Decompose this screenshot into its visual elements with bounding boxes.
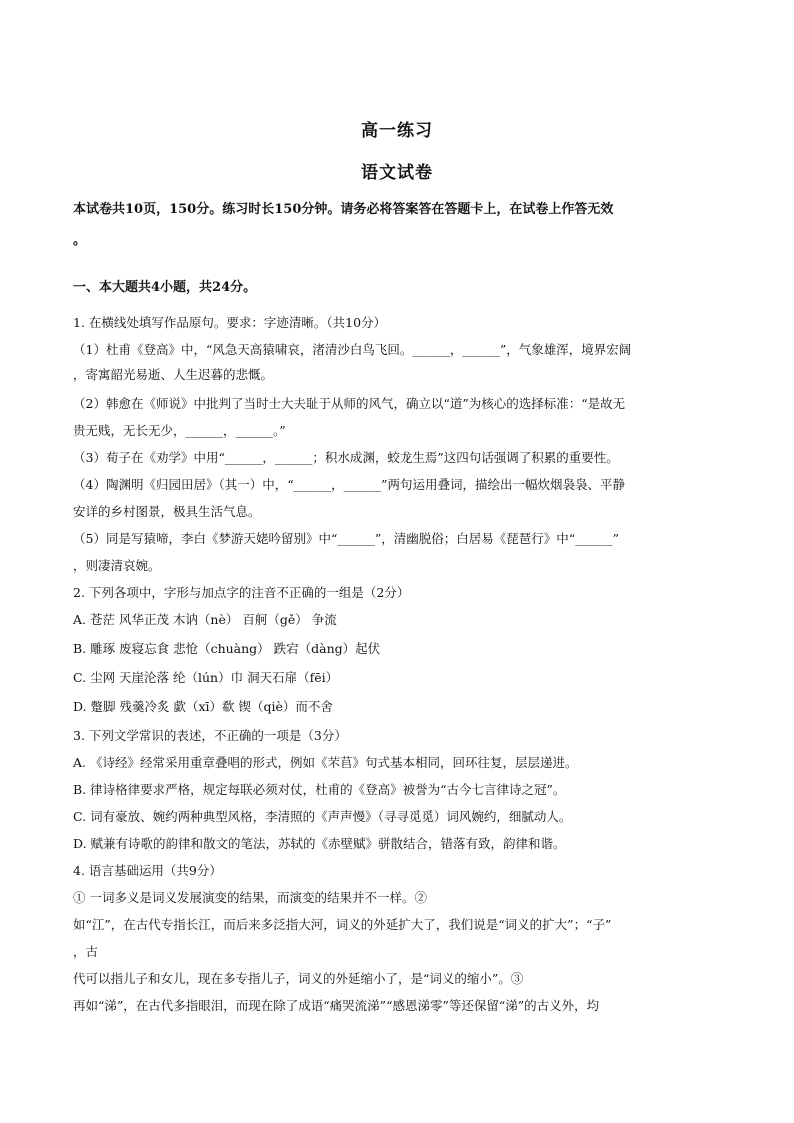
q4-stem: 4. 语言基础运用（共9分） <box>73 863 222 878</box>
q2-option-b: B. 雕琢 废寝忘食 悲怆（chuàng） 跌宕（dàng）起伏 <box>73 641 381 656</box>
q2-option-a: A. 苍茫 风华正茂 木讷（nè） 百舸（gě） 争流 <box>73 612 337 627</box>
q1-part4-line2: 安详的乡村图景，极具生活气息。 <box>73 504 261 519</box>
q2-option-d: D. 蹩脚 残羹冷炙 歔（xī）欷 锲（qiè）而不舍 <box>73 699 333 714</box>
q3-option-a: A. 《诗经》经常采用重章叠唱的形式，例如《芣苢》句式基本相同，回环往复，层层递进。 <box>73 755 578 770</box>
q2-stem: 2. 下列各项中，字形与加点字的注音不正确的一组是（2分） <box>73 585 410 600</box>
q4-line-4: 代可以指儿子和女儿，现在多专指儿子，词义的外延缩小了，是“词义的缩小”。③ <box>73 971 524 986</box>
q3-option-c: C. 词有豪放、婉约两种典型风格，李清照的《声声慢》（寻寻觅觅）词风婉约，细腻动人。 <box>73 809 572 824</box>
q3-option-b: B. 律诗格律要求严格，规定每联必须对仗，杜甫的《登高》被誉为“古今七言律诗之冠”。 <box>73 782 566 797</box>
q1-part3: （3）荀子在《劝学》中用“______，______；积水成渊，蛟龙生焉”这四句话强调了积累的重要性。 <box>73 450 619 465</box>
q1-part2-line2: 贵无贱，无长无少，______，______。” <box>73 423 286 438</box>
q1-part4-line1: （4）陶渊明《归园田居》（其一）中，“______，______”两句运用叠词，描绘出一幅炊烟袅袅、平静 <box>73 477 625 492</box>
q1-stem: 1. 在横线处填写作品原句。要求：字迹清晰。（共10分） <box>73 315 387 330</box>
q4-line-2: 如“江”，在古代专指长江，而后来多泛指大河，词义的外延扩大了，我们说是“词义的扩大”；“子” <box>73 917 612 932</box>
section-heading: 一、本大题共4小题，共24分。 <box>73 280 257 295</box>
q4-line-1: ① 一词多义是词义发展演变的结果，而演变的结果并不一样。② <box>73 890 427 905</box>
instructions-line-2: 。 <box>73 233 87 248</box>
q1-part1-line2: ，寄寓韶光易逝、人生迟暮的悲慨。 <box>73 367 274 382</box>
instructions-line-1: 本试卷共10页，150分。练习时长150分钟。请务必将答案答在答题卡上，在试卷上作答无效 <box>73 202 614 217</box>
q1-part5-line2: ，则凄清哀婉。 <box>73 558 161 573</box>
q1-part2-line1: （2）韩愈在《师说》中批判了当时士大夫耻于从师的风气，确立以“道”为核心的选择标准：“是故无 <box>73 396 626 411</box>
q1-part1-line1: （1）杜甫《登高》中，“风急天高猿啸哀，渚清沙白鸟飞回。______，______”，气象雄浑，境界宏阔 <box>73 342 632 357</box>
page-subtitle: 语文试卷 <box>361 163 433 183</box>
page-title: 高一练习 <box>361 121 433 141</box>
q4-line-5: 再如“涕”，在古代多指眼泪，而现在除了成语“痛哭流涕”“感恩涕零”等还保留“涕”的古义外，均 <box>73 998 600 1013</box>
q3-stem: 3. 下列文学常识的表述，不正确的一项是（3分） <box>73 728 347 743</box>
q2-option-c: C. 尘网 天崖沦落 纶（lún）巾 洞天石扉（fēi） <box>73 670 339 685</box>
q4-line-3: ，古 <box>73 944 99 959</box>
q1-part5-line1: （5）同是写猿啼，李白《梦游天姥吟留别》中“______”，清幽脱俗；白居易《琵琶行》中“______” <box>73 531 620 546</box>
q3-option-d: D. 赋兼有诗歌的韵律和散文的笔法，苏轼的《赤壁赋》骈散结合，错落有致，韵律和谐。 <box>73 836 566 851</box>
